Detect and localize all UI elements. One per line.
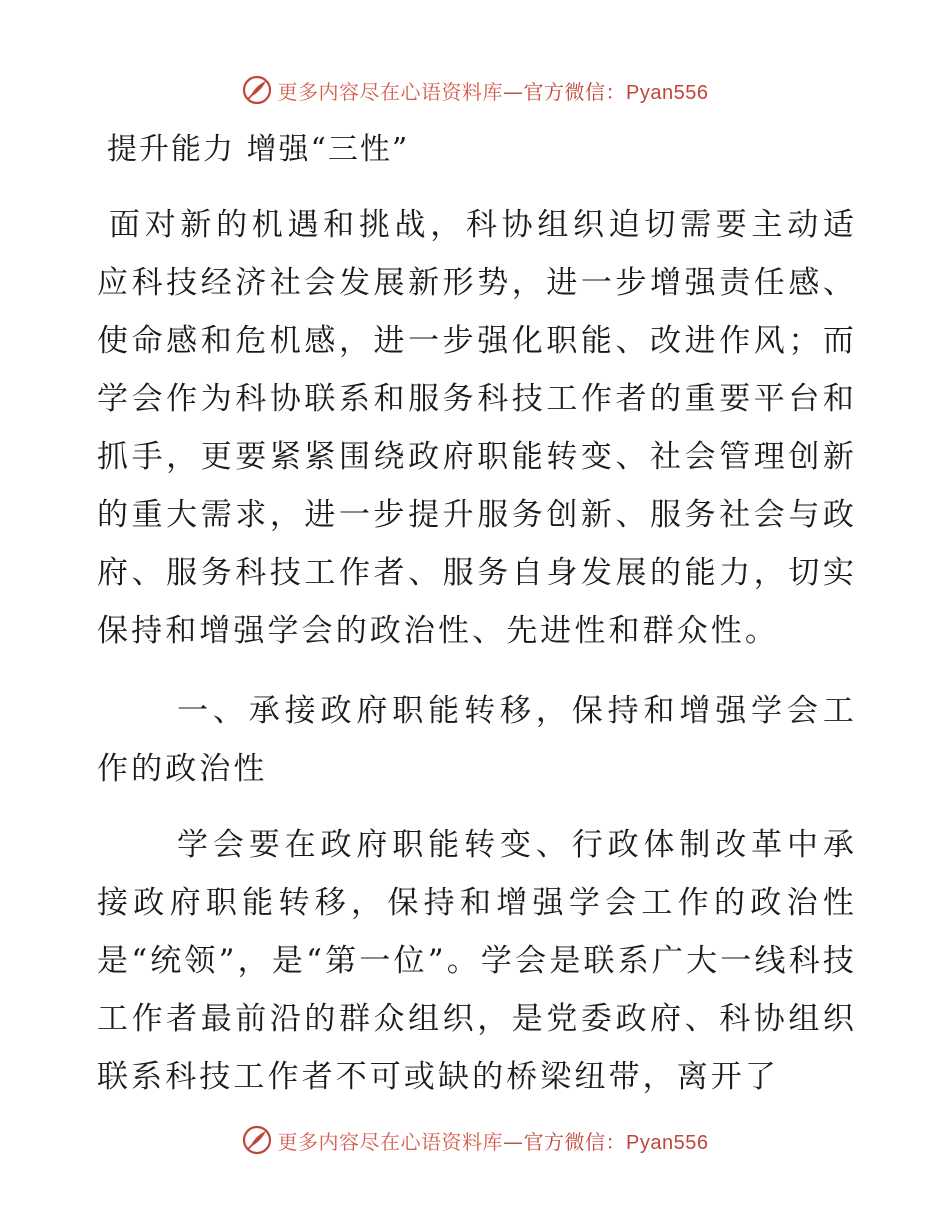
watermark-text bbox=[278, 76, 709, 105]
feather-pen-icon bbox=[242, 1125, 272, 1155]
watermark-wechat-id: Pyan556 bbox=[626, 81, 709, 104]
intro-paragraph: 面对新的机遇和挑战，科协组织迫切需要主动适应科技经济社会发展新形势，进一步增强责任感、使命感和危机感，进一步强化职能、改进作风；而学会作为科协联系和服务科技工作者的重要平台和抓手，更要紧紧围绕政府职能转变、社会管理创新的重大需求，进一步提升服务创新、服务社会与政府、服务科技工作者、服务自身发展的能力，切实保持和增强学会的政治性、先进性和群众性。 bbox=[97, 207, 857, 649]
watermark-wechat-label: 官方微信： bbox=[523, 79, 627, 104]
document-body bbox=[97, 126, 857, 1122]
watermark-separator: — bbox=[503, 1129, 524, 1154]
watermark-text bbox=[278, 1126, 709, 1155]
watermark-brand: 更多内容尽在心语资料库 bbox=[277, 79, 504, 104]
header-watermark bbox=[0, 70, 950, 110]
section-heading: 一、承接政府职能转移，保持和增强学会工作的政治性 bbox=[97, 693, 857, 787]
document-title: 提升能力 增强“三性” bbox=[107, 132, 410, 167]
watermark-brand: 更多内容尽在心语资料库 bbox=[277, 1129, 504, 1154]
watermark-wechat-label: 官方微信： bbox=[523, 1129, 627, 1154]
watermark-separator: — bbox=[503, 79, 524, 104]
feather-pen-icon bbox=[242, 75, 272, 105]
watermark-wechat-id: Pyan556 bbox=[626, 1131, 709, 1154]
footer-watermark bbox=[0, 1120, 950, 1160]
section-paragraph: 学会要在政府职能转变、行政体制改革中承接政府职能转移，保持和增强学会工作的政治性是“统领”，是“第一位”。学会是联系广大一线科技工作者最前沿的群众组织，是党委政府、科协组织联系科技工作者不可或缺的桥梁纽带，离开了 bbox=[97, 827, 857, 1095]
